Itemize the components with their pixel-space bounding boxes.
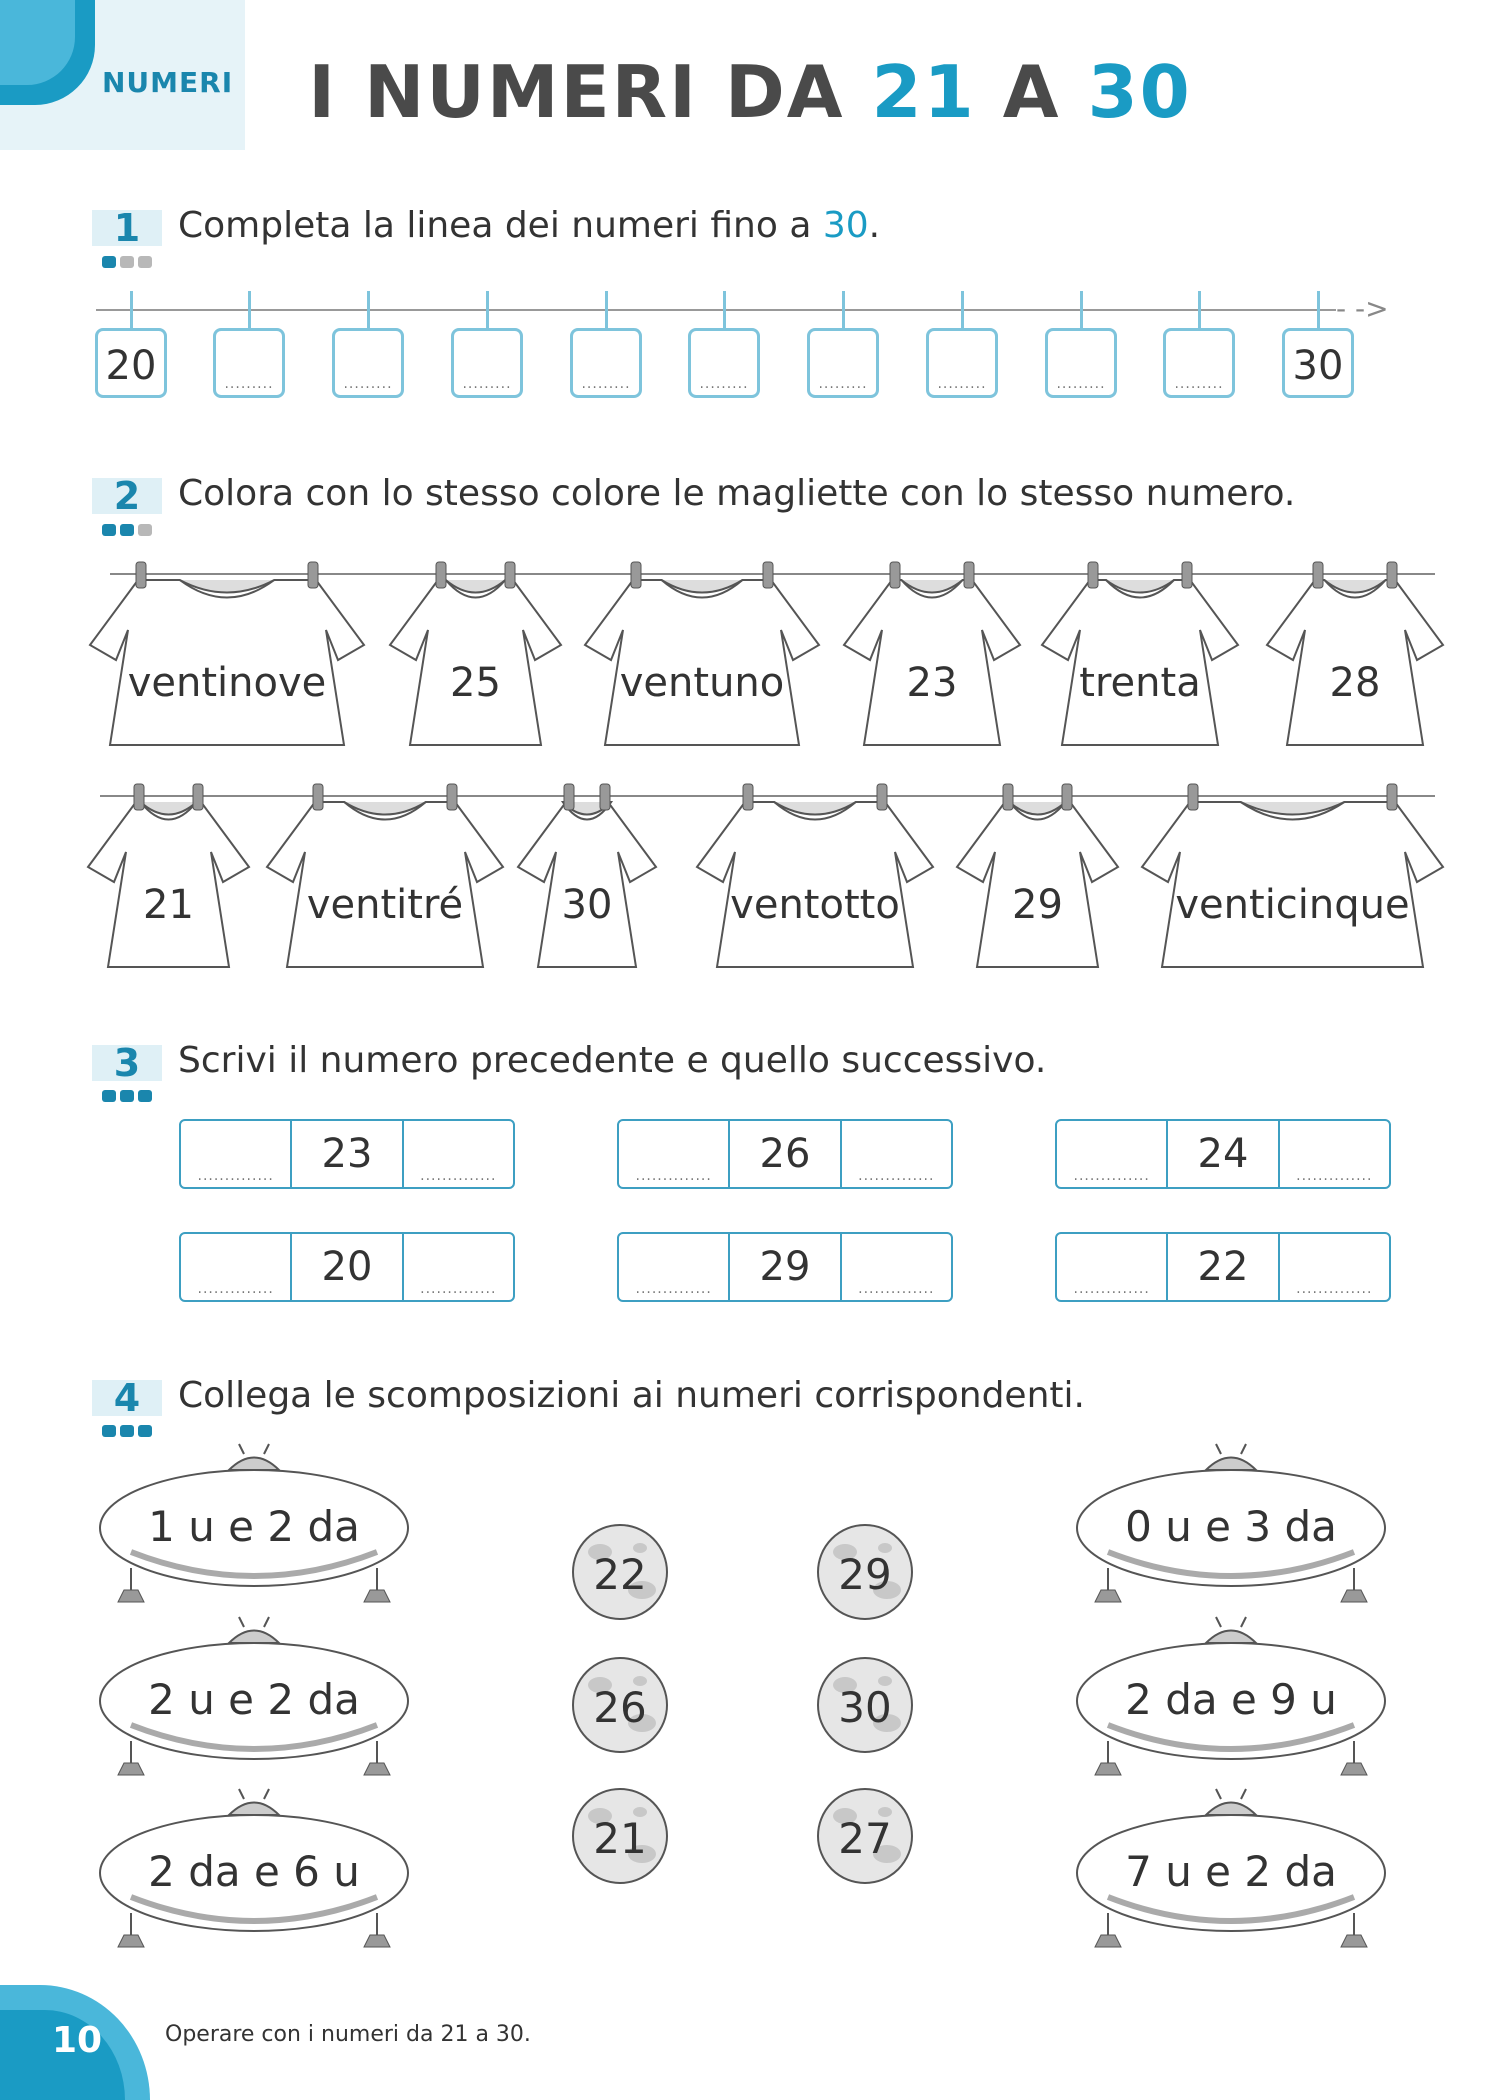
blank-dots: .............. bbox=[858, 1168, 935, 1184]
planet[interactable] bbox=[570, 1786, 670, 1886]
tshirt-outline bbox=[388, 560, 563, 750]
given-number: 26 bbox=[730, 1121, 841, 1187]
number-triplet bbox=[179, 1232, 515, 1302]
tshirt[interactable] bbox=[1265, 560, 1445, 750]
tshirt-outline bbox=[88, 560, 366, 750]
next-number-blank[interactable] bbox=[842, 1121, 951, 1187]
given-number: 29 bbox=[730, 1234, 841, 1300]
planet[interactable] bbox=[570, 1522, 670, 1622]
next-number-blank[interactable] bbox=[1280, 1234, 1389, 1300]
tshirt-label: 28 bbox=[1329, 660, 1381, 706]
number-line-blank[interactable] bbox=[570, 328, 642, 398]
tshirt-outline bbox=[86, 782, 251, 972]
tshirt[interactable] bbox=[583, 560, 821, 750]
difficulty-dots bbox=[102, 1425, 152, 1437]
blank-dots: .............. bbox=[420, 1168, 497, 1184]
number-line-blank[interactable] bbox=[688, 328, 760, 398]
tshirt-label: ventuno bbox=[619, 660, 785, 706]
given-number: 22 bbox=[1168, 1234, 1279, 1300]
number-triplet bbox=[179, 1119, 515, 1189]
planet-label: 21 bbox=[593, 1814, 647, 1863]
tshirt-label: ventitré bbox=[306, 882, 464, 928]
tshirt-label: 25 bbox=[450, 660, 501, 706]
tshirt[interactable] bbox=[88, 560, 366, 750]
number-line-value: 20 bbox=[95, 328, 167, 398]
tshirt[interactable] bbox=[695, 782, 935, 972]
number-triplet bbox=[617, 1119, 953, 1189]
ufo-label: 2 u e 2 da bbox=[148, 1675, 360, 1724]
number-triplet bbox=[1055, 1119, 1391, 1189]
tshirt-outline bbox=[842, 560, 1022, 750]
blank-dots: ......... bbox=[1056, 376, 1106, 392]
blank-dots: .............. bbox=[1296, 1168, 1373, 1184]
number-line-tick bbox=[248, 291, 251, 331]
number-line-tick bbox=[486, 291, 489, 331]
tshirt-label: 30 bbox=[561, 882, 613, 928]
section-label: NUMERI bbox=[102, 66, 234, 99]
number-line-blank[interactable] bbox=[1045, 328, 1117, 398]
previous-number-blank[interactable] bbox=[181, 1234, 292, 1300]
number-line-blank[interactable] bbox=[332, 328, 404, 398]
exercise-number: 4 bbox=[92, 1380, 162, 1416]
tshirt-outline bbox=[1040, 560, 1240, 750]
planet-label: 26 bbox=[593, 1683, 647, 1732]
number-line-tick bbox=[842, 291, 845, 331]
blank-dots: .............. bbox=[420, 1281, 497, 1297]
tshirt[interactable] bbox=[265, 782, 505, 972]
blank-dots: ......... bbox=[224, 376, 274, 392]
ufo-label: 0 u e 3 da bbox=[1125, 1502, 1337, 1551]
blank-dots: ......... bbox=[1174, 376, 1224, 392]
tshirt-label: trenta bbox=[1079, 660, 1201, 706]
number-line-tick bbox=[605, 291, 608, 331]
ufo-label: 2 da e 6 u bbox=[148, 1847, 360, 1896]
tshirt-label: ventinove bbox=[127, 660, 327, 706]
planet[interactable] bbox=[815, 1786, 915, 1886]
tshirt[interactable] bbox=[516, 782, 658, 972]
blank-dots: .............. bbox=[1296, 1281, 1373, 1297]
next-number-blank[interactable] bbox=[404, 1121, 513, 1187]
previous-number-blank[interactable] bbox=[619, 1121, 730, 1187]
ufo-label: 1 u e 2 da bbox=[148, 1502, 360, 1551]
tshirt[interactable] bbox=[842, 560, 1022, 750]
exercise-number: 2 bbox=[92, 478, 162, 514]
tshirt-label: 23 bbox=[906, 660, 958, 706]
next-number-blank[interactable] bbox=[1280, 1121, 1389, 1187]
difficulty-dots bbox=[102, 524, 152, 536]
tshirt-label: 21 bbox=[143, 882, 194, 928]
tshirt-outline bbox=[695, 782, 935, 972]
blank-dots: ......... bbox=[581, 376, 631, 392]
page-title: I NUMERI DA 21 A 30 bbox=[308, 50, 1192, 134]
tshirt[interactable] bbox=[388, 560, 563, 750]
planet[interactable] bbox=[815, 1522, 915, 1622]
blank-dots: ......... bbox=[343, 376, 393, 392]
tshirt[interactable] bbox=[86, 782, 251, 972]
number-line-blank[interactable] bbox=[213, 328, 285, 398]
number-line-tick bbox=[1080, 291, 1083, 331]
ufo[interactable] bbox=[96, 1785, 412, 1955]
exercise-instruction: Collega le scomposizioni ai numeri corrispondenti. bbox=[178, 1375, 1085, 1416]
number-line-blank[interactable] bbox=[1163, 328, 1235, 398]
planet-label: 27 bbox=[838, 1814, 892, 1863]
next-number-blank[interactable] bbox=[404, 1234, 513, 1300]
exercise-instruction: Colora con lo stesso colore le magliette con lo stesso numero. bbox=[178, 473, 1296, 514]
ufo[interactable] bbox=[1073, 1785, 1389, 1955]
difficulty-dots bbox=[102, 256, 152, 268]
planet-label: 29 bbox=[838, 1550, 892, 1599]
blank-dots: ......... bbox=[699, 376, 749, 392]
number-line-tick bbox=[130, 291, 133, 331]
blank-dots: .............. bbox=[1073, 1168, 1150, 1184]
given-number: 24 bbox=[1168, 1121, 1279, 1187]
page-number: 10 bbox=[52, 2020, 103, 2061]
tshirt-outline bbox=[1265, 560, 1445, 750]
arrow-right-icon: - -> bbox=[1336, 292, 1389, 325]
footer-text: Operare con i numeri da 21 a 30. bbox=[165, 2022, 531, 2047]
tshirt-outline bbox=[516, 782, 658, 972]
given-number: 23 bbox=[292, 1121, 403, 1187]
tshirt-label: ventotto bbox=[730, 882, 900, 928]
number-line bbox=[96, 309, 1336, 311]
blank-dots: .............. bbox=[197, 1168, 274, 1184]
planet-label: 22 bbox=[593, 1550, 647, 1599]
tshirt-outline bbox=[583, 560, 821, 750]
blank-dots: .............. bbox=[197, 1281, 274, 1297]
number-line-tick bbox=[723, 291, 726, 331]
number-triplet bbox=[617, 1232, 953, 1302]
number-line-tick bbox=[367, 291, 370, 331]
tshirt[interactable] bbox=[1140, 782, 1445, 972]
ufo[interactable] bbox=[1073, 1440, 1389, 1610]
number-line-tick bbox=[961, 291, 964, 331]
blank-dots: .............. bbox=[635, 1281, 712, 1297]
exercise-instruction: Scrivi il numero precedente e quello successivo. bbox=[178, 1040, 1047, 1081]
ufo-label: 2 da e 9 u bbox=[1125, 1675, 1337, 1724]
blank-dots: ......... bbox=[462, 376, 512, 392]
tshirt-outline bbox=[265, 782, 505, 972]
blank-dots: ......... bbox=[937, 376, 987, 392]
number-line-tick bbox=[1198, 291, 1201, 331]
exercise-number: 3 bbox=[92, 1045, 162, 1081]
blank-dots: ......... bbox=[818, 376, 868, 392]
planet[interactable] bbox=[815, 1655, 915, 1755]
blank-dots: .............. bbox=[1073, 1281, 1150, 1297]
blank-dots: .............. bbox=[635, 1168, 712, 1184]
previous-number-blank[interactable] bbox=[619, 1234, 730, 1300]
planet[interactable] bbox=[570, 1655, 670, 1755]
tshirt-outline bbox=[1140, 782, 1445, 972]
ufo-label: 7 u e 2 da bbox=[1125, 1847, 1337, 1896]
difficulty-dots bbox=[102, 1090, 152, 1102]
number-line-blank[interactable] bbox=[451, 328, 523, 398]
ufo[interactable] bbox=[96, 1440, 412, 1610]
number-triplet bbox=[1055, 1232, 1391, 1302]
number-line-value: 30 bbox=[1282, 328, 1354, 398]
ufo[interactable] bbox=[96, 1613, 412, 1783]
next-number-blank[interactable] bbox=[842, 1234, 951, 1300]
tshirt-outline bbox=[955, 782, 1120, 972]
number-line-tick bbox=[1317, 291, 1320, 331]
exercise-instruction: Completa la linea dei numeri fino a 30. bbox=[178, 205, 881, 246]
previous-number-blank[interactable] bbox=[1057, 1234, 1168, 1300]
tshirt[interactable] bbox=[955, 782, 1120, 972]
number-line-blank[interactable] bbox=[926, 328, 998, 398]
blank-dots: .............. bbox=[858, 1281, 935, 1297]
tshirt-label: 29 bbox=[1012, 882, 1063, 928]
planet-label: 30 bbox=[838, 1683, 892, 1732]
exercise-number: 1 bbox=[92, 210, 162, 246]
tshirt[interactable] bbox=[1040, 560, 1240, 750]
tshirt-label: venticinque bbox=[1175, 882, 1410, 928]
number-line-blank[interactable] bbox=[807, 328, 879, 398]
given-number: 20 bbox=[292, 1234, 403, 1300]
previous-number-blank[interactable] bbox=[181, 1121, 292, 1187]
previous-number-blank[interactable] bbox=[1057, 1121, 1168, 1187]
ufo[interactable] bbox=[1073, 1613, 1389, 1783]
